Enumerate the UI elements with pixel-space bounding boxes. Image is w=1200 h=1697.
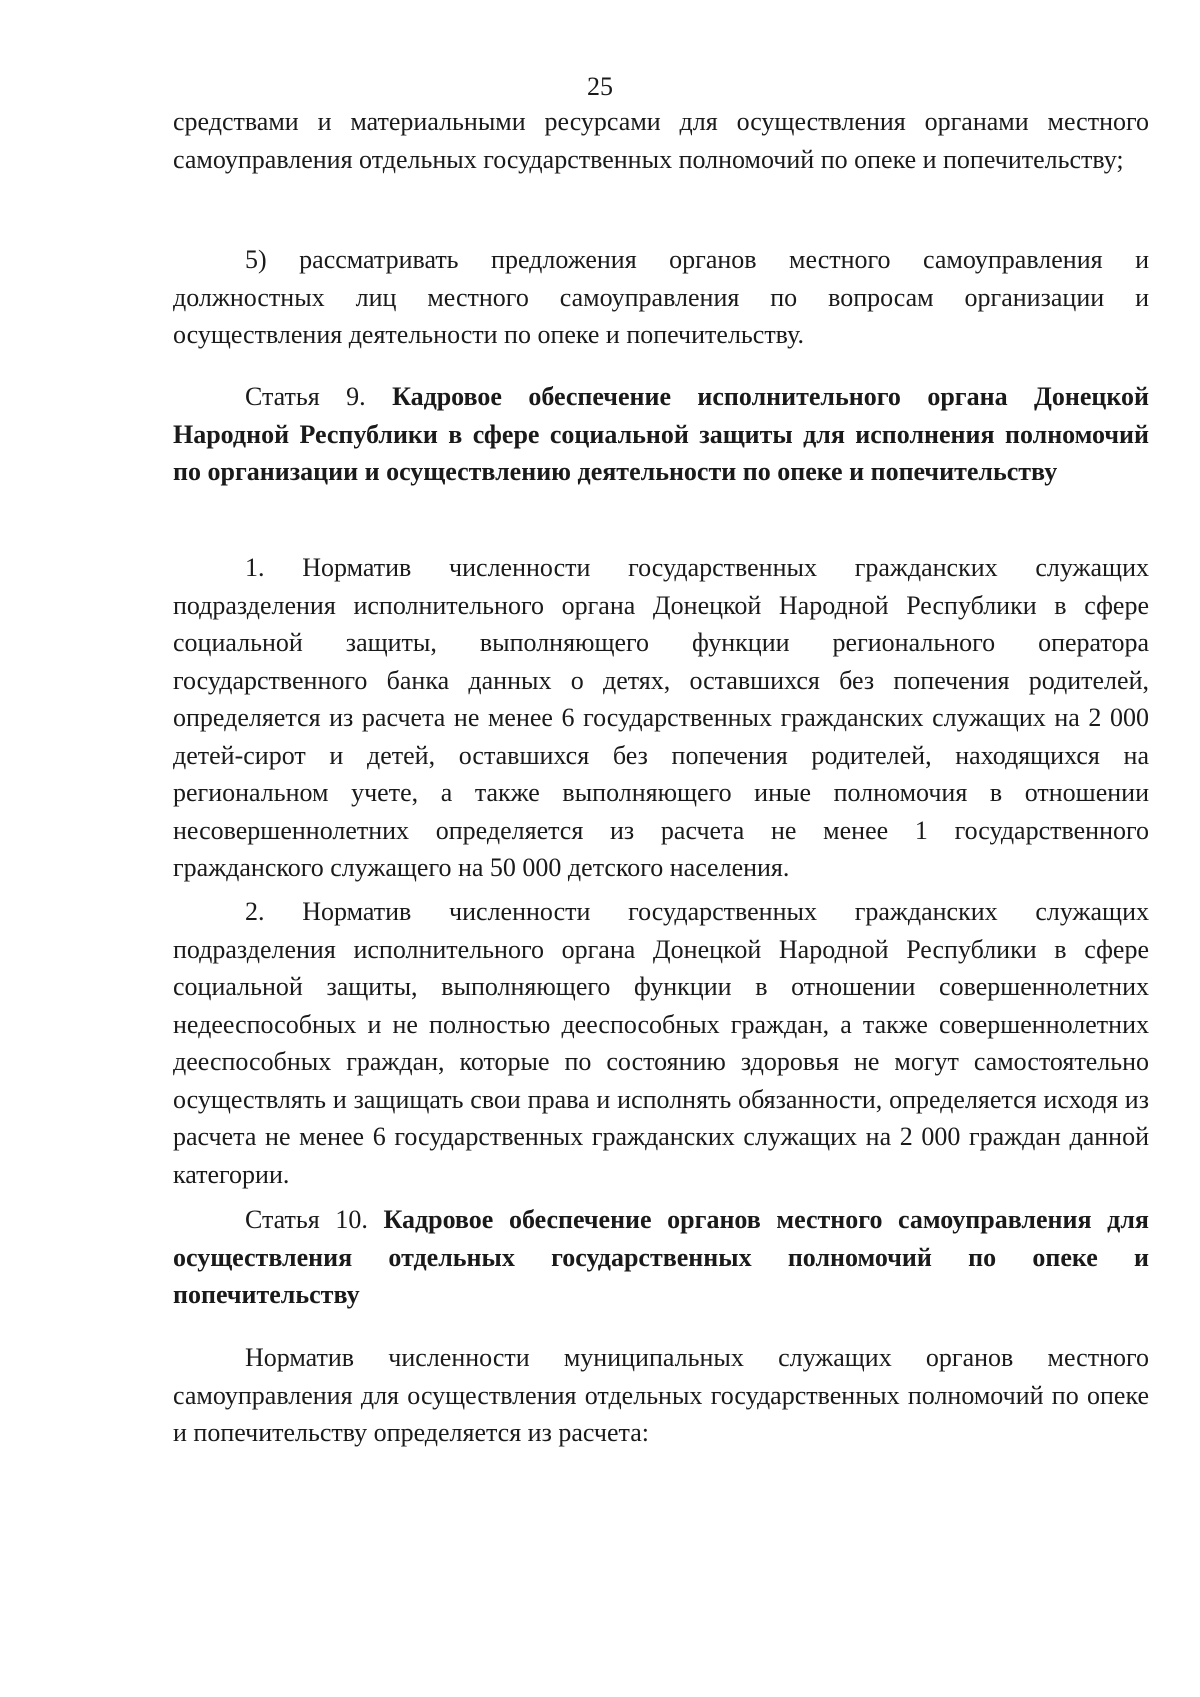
article-10-prefix: Статья 10.	[245, 1205, 384, 1234]
paragraph-item-5: 5) рассматривать предложения органов местного самоуправления и должностных лиц местного самоуправления по вопросам организации и осуществления деятельности по опеке и попечительству.	[173, 245, 1149, 349]
paragraph-continuation: средствами и материальными ресурсами для осуществления органами местного самоуправления отдельных государственных полномочий по опеке и попечительству;	[173, 107, 1149, 174]
article-10-paragraph-1: Норматив численности муниципальных служащих органов местного самоуправления для осуществления отдельных государственных полномочий по опеке и попечительству определяется из расчета:	[173, 1343, 1149, 1447]
article-10-title: Кадровое обеспечение органов местного самоуправления для осуществления отдельных государственных полномочий по опеке и попечительству	[173, 1205, 1149, 1309]
article-9-paragraph-2: 2. Норматив численности государственных гражданских служащих подразделения исполнительного органа Донецкой Народной Республики в сфере социальной защиты, выполняющего функции в отношении совершеннолетних недееспособных и не полностью дееспособных граждан, а также совершеннолетних дееспособных граждан, которые по состоянию здоровья не могут самостоятельно осуществлять и защищать свои права и исполнять обязанности, определяется исходя из расчета не менее 6 государственных гражданских служащих на 2 000 граждан данной категории.	[173, 897, 1149, 1189]
article-9-title: Кадровое обеспечение исполнительного органа Донецкой Народной Республики в сфере социальной защиты для исполнения полномочий по организации и осуществлению деятельности по опеке и попечительству	[173, 382, 1149, 486]
article-9-heading	[173, 378, 1149, 491]
article-9-paragraph-1: 1. Норматив численности государственных гражданских служащих подразделения исполнительного органа Донецкой Народной Республики в сфере социальной защиты, выполняющего функции регионального оператора государственного банка данных о детях, оставшихся без попечения родителей, определяется из расчета не менее 6 государственных гражданских служащих на 2 000 детей-сирот и детей, оставшихся без попечения родителей, находящихся на региональном учете, а также выполняющего иные полномочия в отношении несовершеннолетних определяется из расчета не менее 1 государственного гражданского служащего на 50 000 детского населения.	[173, 553, 1149, 882]
article-9-prefix: Статья 9.	[245, 382, 393, 411]
page-number: 25	[587, 72, 613, 101]
article-10-heading	[173, 1201, 1149, 1314]
